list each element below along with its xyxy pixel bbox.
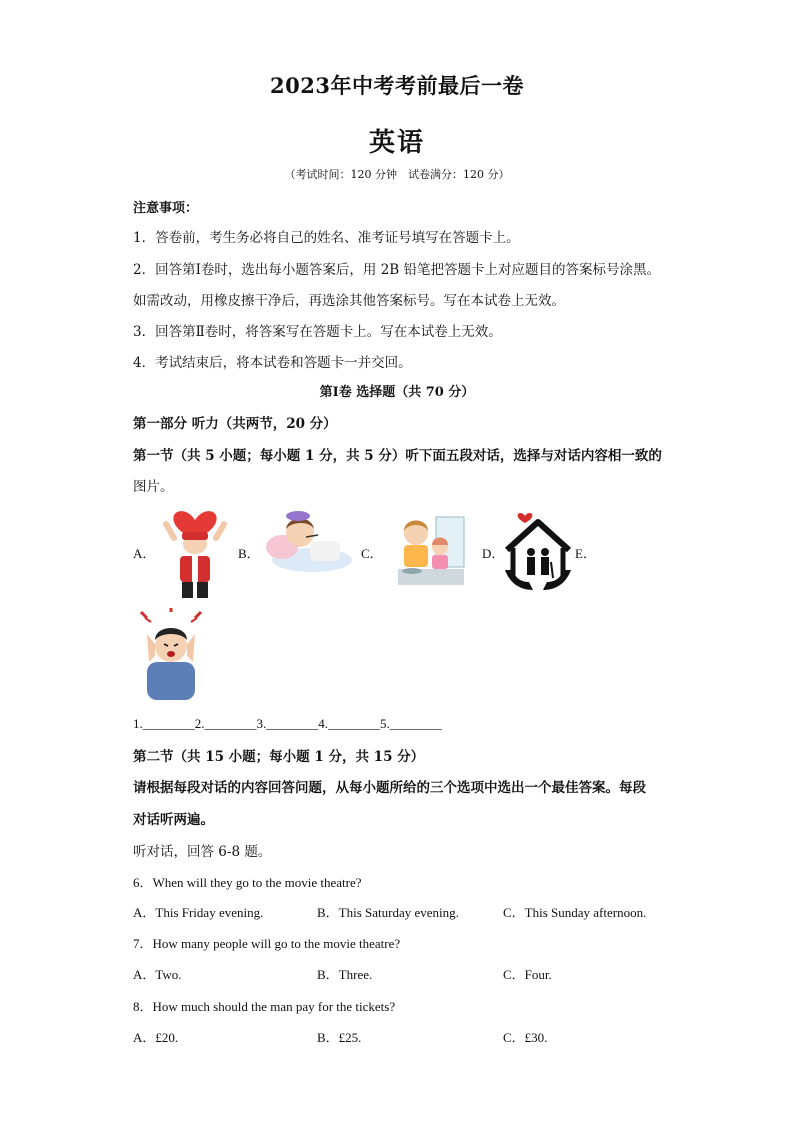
option-a: A．Two. xyxy=(133,967,182,982)
headache-man-icon xyxy=(137,608,205,700)
option-b: B．Three. xyxy=(317,967,373,982)
section2-title: 第二节（共 15 小题；每小题 1 分，共 15 分） xyxy=(133,749,425,765)
exam-title: 2023年中考考前最后一卷 xyxy=(270,73,524,98)
listening-section-title: 第一部分 听力（共两节，20 分） xyxy=(133,416,337,432)
section1-instruction-cont: 图片。 xyxy=(133,479,174,495)
picture-label-d: D． xyxy=(482,546,505,561)
volunteer-heart-icon xyxy=(160,500,230,600)
option-c: C．This Sunday afternoon. xyxy=(503,905,647,920)
part1-heading: 第Ⅰ卷 选择题（共 70 分） xyxy=(319,385,475,400)
option-c: C．Four. xyxy=(503,967,552,982)
option-c: C．£30. xyxy=(503,1030,548,1045)
dialog-intro: 听对话，回答 6-8 题。 xyxy=(133,844,272,860)
answer-blanks: 1.________2.________3.________4.________5.________ xyxy=(133,716,442,731)
washing-dishes-icon xyxy=(394,513,469,588)
subject-title: 英语 xyxy=(368,128,425,158)
note-item: 如需改动，用橡皮擦干净后，再选涂其他答案标号。写在本试卷上无效。 xyxy=(133,293,565,309)
option-b: B．£25. xyxy=(317,1030,362,1045)
question-stem: 8．How much should the man pay for the tickets? xyxy=(133,999,396,1014)
section1-instruction xyxy=(133,444,662,464)
note-item: 3．回答第Ⅱ卷时，将答案写在答题卡上。写在本试卷上无效。 xyxy=(133,324,502,340)
section2-instruction-cont: 对话听两遍。 xyxy=(133,812,214,828)
picture-label-b: B． xyxy=(238,546,260,561)
picture-label-c: C． xyxy=(361,546,383,561)
section2-instruction: 请根据每段对话的内容回答问题，从每小题所给的三个选项中选出一个最佳答案。每段 xyxy=(133,780,646,796)
notes-heading: 注意事项： xyxy=(133,201,199,216)
picture-label-a: A． xyxy=(133,546,156,561)
option-a: A．This Friday evening. xyxy=(133,905,264,920)
section1-instruction-text: 第一节（共 5 小题；每小题 1 分，共 5 分）听下面五段对话，选择与对话内容相一致的 xyxy=(133,448,662,464)
option-b: B．This Saturday evening. xyxy=(317,905,459,920)
note-item: 4．考试结束后，将本试卷和答题卡一并交回。 xyxy=(133,355,412,371)
picture-label-e: E． xyxy=(575,546,596,561)
question-stem: 7．How many people will go to the movie theatre? xyxy=(133,936,401,951)
exam-info: （考试时间：120 分钟 试卷满分：120 分） xyxy=(284,168,510,181)
question-stem: 6．When will they go to the movie theatre? xyxy=(133,875,362,890)
option-a: A．£20. xyxy=(133,1030,179,1045)
note-item: 1．答卷前，考生务必将自己的姓名、准考证号填写在答题卡上。 xyxy=(133,230,520,246)
elderly-care-house-icon xyxy=(503,508,573,593)
note-item: 2．回答第Ⅰ卷时，选出每小题答案后，用 2B 铅笔把答题卡上对应题目的答案标号涂黑。 xyxy=(133,262,661,278)
sick-girl-icon xyxy=(262,505,352,575)
